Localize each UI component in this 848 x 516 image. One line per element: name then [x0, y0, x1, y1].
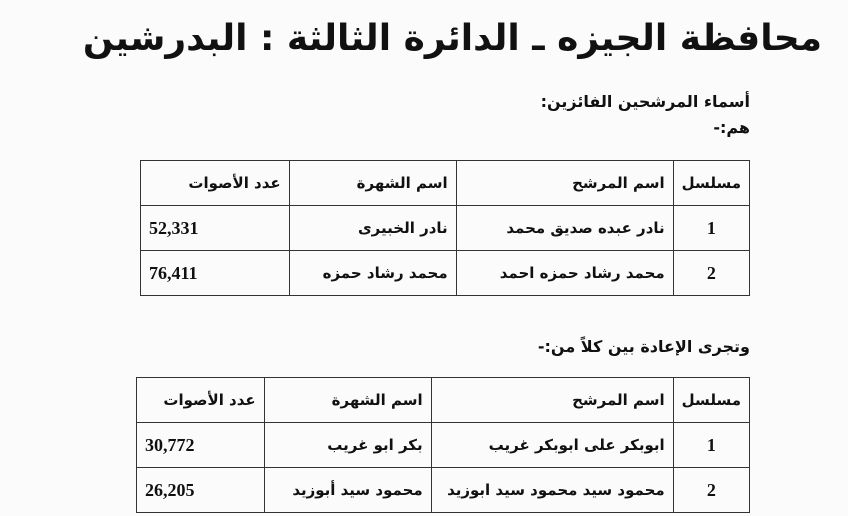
col-nickname-header: اسم الشهرة [289, 161, 456, 206]
table-header-row [137, 378, 750, 423]
serial-cell: 1 [673, 423, 749, 468]
votes-cell: 52,331 [141, 206, 290, 251]
col-name-header: اسم المرشح [456, 161, 673, 206]
candidate-name-cell: محمود سيد محمود سيد ابوزيد [431, 468, 673, 513]
serial-cell: 1 [673, 206, 749, 251]
table-row [141, 206, 750, 251]
candidate-name-cell: نادر عبده صديق محمد [456, 206, 673, 251]
table-row [137, 468, 750, 513]
winners-table [140, 160, 750, 296]
col-serial-header: مسلسل [673, 161, 749, 206]
col-name-header: اسم المرشح [431, 378, 673, 423]
table-row [141, 251, 750, 296]
votes-cell: 76,411 [141, 251, 290, 296]
nickname-cell: نادر الخبيرى [289, 206, 456, 251]
winners-intro: أسماء المرشحين الفائزين: [540, 92, 750, 111]
votes-cell: 26,205 [137, 468, 265, 513]
col-nickname-header: اسم الشهرة [264, 378, 431, 423]
runoff-table [136, 377, 750, 513]
col-votes-header: عدد الأصوات [137, 378, 265, 423]
table-row [137, 423, 750, 468]
serial-cell: 2 [673, 251, 749, 296]
col-serial-header: مسلسل [673, 378, 749, 423]
serial-cell: 2 [673, 468, 749, 513]
col-votes-header: عدد الأصوات [141, 161, 290, 206]
votes-cell: 30,772 [137, 423, 265, 468]
candidate-name-cell: ابوبكر على ابوبكر غريب [431, 423, 673, 468]
table-header-row [141, 161, 750, 206]
runoff-intro: وتجرى الإعادة بين كلاً من:- [537, 337, 750, 356]
candidate-name-cell: محمد رشاد حمزه احمد [456, 251, 673, 296]
nickname-cell: محمد رشاد حمزه [289, 251, 456, 296]
page-title: محافظة الجيزه ـ الدائرة الثالثة : البدرشين [82, 18, 822, 59]
winners-intro-2: هم:- [713, 118, 750, 137]
nickname-cell: محمود سيد أبوزيد [264, 468, 431, 513]
nickname-cell: بكر ابو غريب [264, 423, 431, 468]
